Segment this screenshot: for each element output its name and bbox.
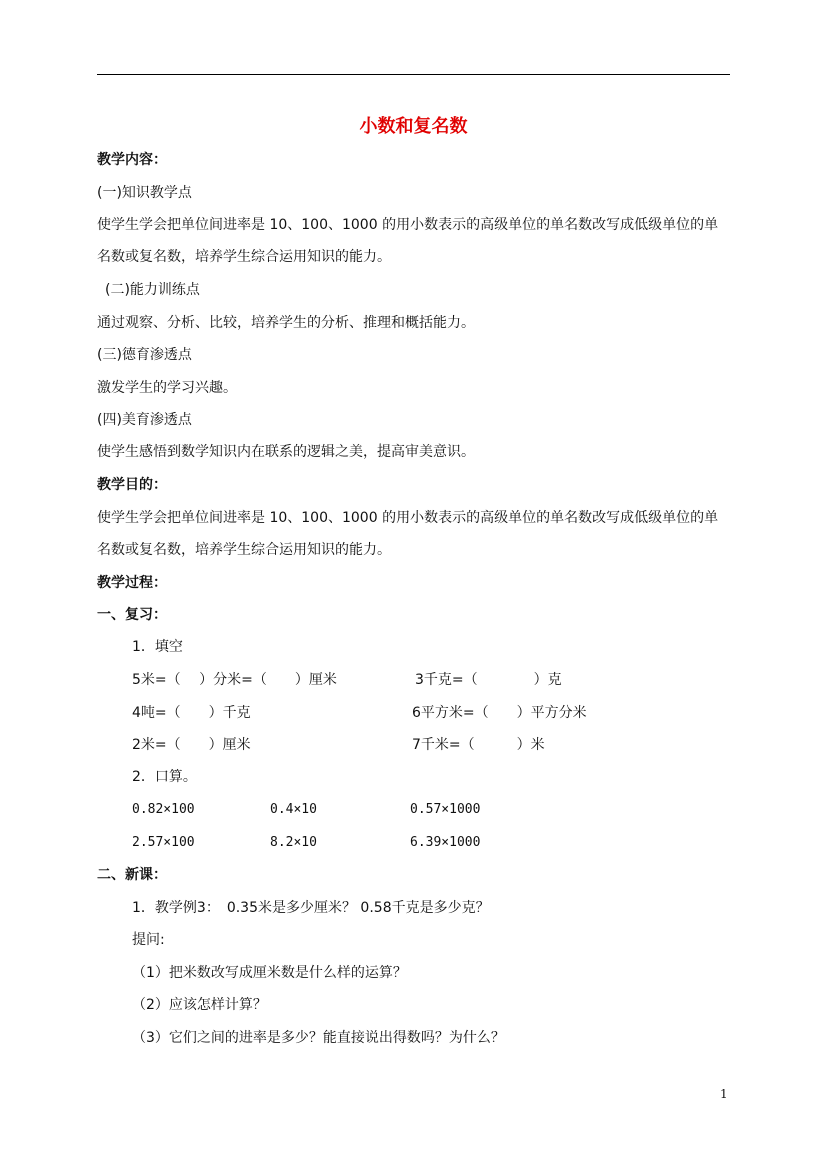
question-2: （2）应该怎样计算？ bbox=[132, 997, 267, 1013]
point1-text-line2: 名数或复名数，培养学生综合运用知识的能力。 bbox=[97, 249, 391, 265]
oral-calc-item: 0.57×1000 bbox=[410, 802, 481, 817]
goal-text-line2: 名数或复名数，培养学生综合运用知识的能力。 bbox=[97, 542, 391, 558]
question-3: （3）它们之间的进率是多少？能直接说出得数吗？为什么？ bbox=[132, 1030, 505, 1046]
page-number: 1 bbox=[720, 1087, 728, 1101]
goal-text-line1: 使学生学会把单位间进率是 10、100、1000 的用小数表示的高级单位的单名数改写成低级单位的单 bbox=[97, 510, 719, 526]
oral-calc-item: 0.82×100 bbox=[132, 802, 195, 817]
point4-heading: (四)美育渗透点 bbox=[97, 412, 192, 428]
fill-item: 5米=（ ）分米=（ ）厘米 bbox=[132, 672, 337, 688]
question-1: （1）把米数改写成厘米数是什么样的运算？ bbox=[132, 965, 407, 981]
fill-item: 7千米=（ ）米 bbox=[412, 737, 545, 753]
oral-calc-heading: 2．口算。 bbox=[132, 769, 197, 785]
point2-text: 通过观察、分析、比较，培养学生的分析、推理和概括能力。 bbox=[97, 315, 475, 331]
point1-text-line1: 使学生学会把单位间进率是 10、100、1000 的用小数表示的高级单位的单名数改写成低级单位的单 bbox=[97, 217, 719, 233]
new-lesson-heading: 二、新课： bbox=[97, 867, 167, 883]
heading-teaching-goal: 教学目的： bbox=[97, 477, 167, 493]
point4-text: 使学生感悟到数学知识内在联系的逻辑之美，提高审美意识。 bbox=[97, 444, 475, 460]
fill-item: 2米=（ ）厘米 bbox=[132, 737, 251, 753]
oral-calc-item: 2.57×100 bbox=[132, 835, 195, 850]
fill-item: 4吨=（ ）千克 bbox=[132, 705, 251, 721]
question-prompt: 提问: bbox=[132, 932, 165, 948]
point1-heading: (一)知识教学点 bbox=[97, 185, 192, 201]
oral-calc-item: 8.2×10 bbox=[270, 835, 317, 850]
point3-text: 激发学生的学习兴趣。 bbox=[97, 380, 237, 396]
oral-calc-item: 6.39×1000 bbox=[410, 835, 481, 850]
fill-blank-heading: 1．填空 bbox=[132, 639, 183, 655]
fill-item: 3千克=（ ）克 bbox=[415, 672, 562, 688]
document-title: 小数和复名数 bbox=[359, 116, 468, 137]
heading-teaching-process: 教学过程： bbox=[97, 575, 167, 591]
point2-heading: (二)能力训练点 bbox=[105, 282, 200, 298]
example-3: 1．教学例3： 0.35米是多少厘米？ 0.58千克是多少克？ bbox=[132, 900, 490, 916]
heading-teaching-content: 教学内容： bbox=[97, 152, 167, 168]
review-heading: 一、复习： bbox=[97, 607, 167, 623]
point3-heading: (三)德育渗透点 bbox=[97, 347, 192, 363]
header-rule bbox=[97, 74, 730, 75]
oral-calc-item: 0.4×10 bbox=[270, 802, 317, 817]
fill-item: 6平方米=（ ）平方分米 bbox=[412, 705, 587, 721]
